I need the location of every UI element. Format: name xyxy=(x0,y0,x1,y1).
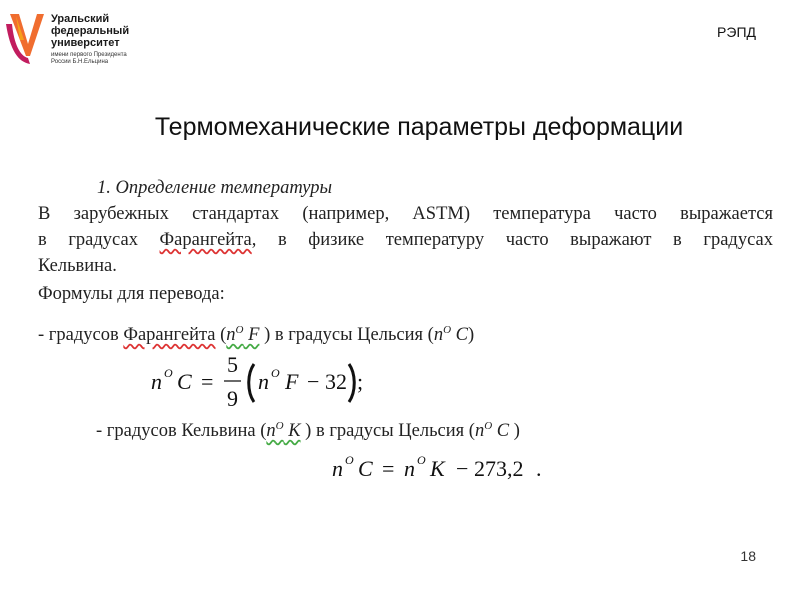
symbol-k: K xyxy=(283,421,301,442)
item-text: ) xyxy=(468,325,475,346)
degree-sign: O xyxy=(235,324,244,336)
item-text: ( xyxy=(215,325,227,346)
left-paren xyxy=(249,364,254,402)
symbol-n: n xyxy=(266,421,276,442)
fahrenheit-to-celsius-equation xyxy=(151,350,451,414)
eq2-left-unit: C xyxy=(358,456,373,481)
eq1-equals: = xyxy=(201,369,214,394)
item-text: ) в градусы Цельсия ( xyxy=(300,421,475,442)
eq1-const: 32 xyxy=(325,369,347,394)
conversion-item-kelvin xyxy=(96,420,520,442)
eq1-minus: − xyxy=(307,369,320,394)
ural-university-logo-icon xyxy=(4,10,44,66)
fahrenheit-word: Фарангейта xyxy=(123,325,216,346)
logo-subtitle-2: России Б.Н.Ельцина xyxy=(51,59,109,65)
eq2-const: 273,2 xyxy=(474,456,524,481)
paragraph-text: в градусах xyxy=(38,230,160,250)
conversion-item-fahrenheit xyxy=(38,324,474,346)
degree-sign: O xyxy=(275,420,284,432)
paragraph-line-1: В зарубежных стандартах (например, ASTM) температура часто выражается xyxy=(38,204,773,224)
symbol-n: n xyxy=(226,325,236,346)
eq2-right-degree: O xyxy=(417,454,426,467)
university-logo xyxy=(4,8,154,72)
logo-line-2: федеральный xyxy=(51,25,130,37)
eq2-right: n xyxy=(404,456,415,481)
symbol-f: F xyxy=(243,325,260,346)
paragraph-line-2 xyxy=(38,227,773,253)
intro-paragraph xyxy=(38,201,773,279)
eq1-left-unit: C xyxy=(177,369,192,394)
item-text: ) в градусы Цельсия ( xyxy=(259,325,434,346)
item-text: - градусов xyxy=(38,325,124,346)
slide-title: Термомеханические параметры деформации xyxy=(154,113,684,141)
symbol-c: C xyxy=(451,325,469,346)
logo-line-3: университет xyxy=(51,37,120,49)
page-number: 18 xyxy=(740,548,756,564)
eq2-equals: = xyxy=(382,456,395,481)
fahrenheit-word: Фарангейта xyxy=(159,230,252,250)
eq2-end: . xyxy=(536,456,542,481)
eq2-minus: − xyxy=(456,456,469,481)
eq1-left: n xyxy=(151,369,162,394)
eq1-degree: O xyxy=(164,366,173,380)
degree-sign: O xyxy=(484,420,493,432)
paragraph-text: , в физике температуру часто выражают в градусах xyxy=(251,230,773,250)
kelvin-to-celsius-equation xyxy=(332,454,612,484)
right-paren xyxy=(349,364,354,402)
item-text: ) xyxy=(509,421,520,442)
eq1-inner: n xyxy=(258,369,269,394)
eq2-right-unit: K xyxy=(430,456,445,481)
paragraph-line-3: Кельвина. xyxy=(38,256,117,276)
item-text: - градусов Кельвина ( xyxy=(96,421,267,442)
logo-subtitle-1: имени первого Президента xyxy=(51,52,127,58)
eq2-left: n xyxy=(332,456,343,481)
eq1-end: ; xyxy=(357,369,364,394)
eq2-degree: O xyxy=(345,454,354,467)
symbol-n: n xyxy=(433,325,444,346)
logo-line-1: Уральский xyxy=(51,13,110,25)
course-label: РЭПД xyxy=(717,24,756,40)
section-heading: 1. Определение температуры xyxy=(97,178,332,198)
degree-sign: O xyxy=(443,324,452,336)
eq1-numerator: 5 xyxy=(227,352,238,377)
eq1-inner-unit: F xyxy=(285,369,299,394)
eq1-inner-degree: O xyxy=(271,366,280,380)
eq1-denominator: 9 xyxy=(227,386,238,411)
formulas-label: Формулы для перевода: xyxy=(38,284,225,304)
symbol-n: n xyxy=(474,421,485,442)
symbol-c: C xyxy=(492,421,510,442)
